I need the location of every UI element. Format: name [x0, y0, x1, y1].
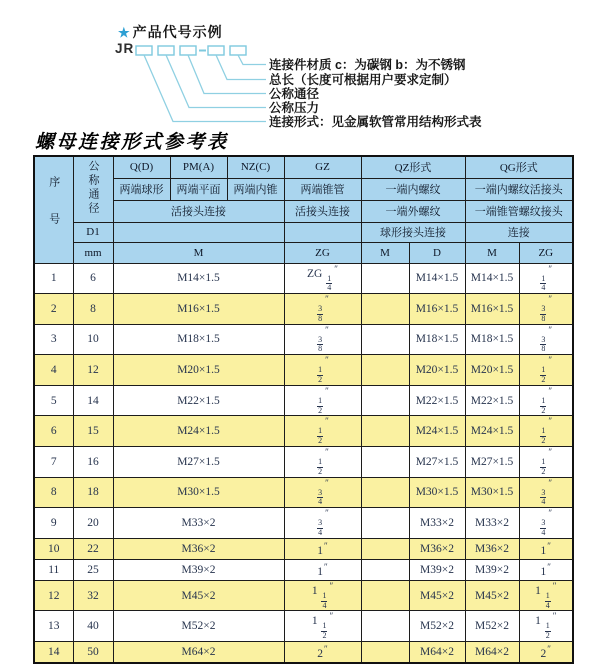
- inch-mark: ″: [552, 580, 557, 591]
- cell-qz-m: [361, 580, 409, 611]
- inch-mark: ″: [325, 447, 329, 458]
- cell-dn: 8: [73, 294, 113, 325]
- cell-qg-zg: 2″: [519, 642, 573, 663]
- cell-no: 14: [34, 642, 73, 663]
- cell-qz-m: [361, 642, 409, 663]
- d1-header: D1: [73, 222, 113, 242]
- inch-mark: ″: [548, 294, 553, 305]
- table-row: [34, 294, 573, 325]
- cell-no: 9: [34, 508, 73, 539]
- cell-qz-m: [361, 477, 409, 508]
- cell-qg-zg: [519, 385, 573, 416]
- inch-mark: ″: [325, 416, 329, 427]
- fraction-value: $\frac{3}{4}$: [318, 487, 323, 507]
- cell-no: 10: [34, 538, 73, 559]
- cell-qz-m: [361, 416, 409, 447]
- mm-header: mm: [73, 242, 113, 263]
- inch-mark: ″: [548, 263, 553, 274]
- cell-qz-d: M30×1.5: [409, 477, 465, 508]
- cell-dn: 25: [73, 559, 113, 580]
- table-row: [34, 447, 573, 478]
- cell-qg-m: M45×2: [465, 580, 519, 611]
- cell-qz-d: M27×1.5: [409, 447, 465, 478]
- inch-mark: ″: [329, 611, 334, 622]
- cell-gz: [284, 385, 361, 416]
- fraction-value: $\frac{3}{8}$: [541, 334, 546, 354]
- cell-no: 11: [34, 559, 73, 580]
- cell-qg-m: M52×2: [465, 611, 519, 642]
- col-header-dn: [73, 156, 113, 222]
- subheader-pm: 两端平面: [170, 178, 227, 200]
- cell-gz: [284, 355, 361, 386]
- cell-qz-d: M18×1.5: [409, 324, 465, 355]
- fraction-value: $\frac{1}{2}$: [541, 457, 546, 476]
- inch-mark: ″: [325, 477, 329, 488]
- cell-dn: 50: [73, 642, 113, 663]
- cell-m: M52×2: [113, 611, 284, 642]
- col-header-q: Q(D): [113, 156, 170, 178]
- code-label-material: 连接件材质 c：为碳钢 b：为不锈钢: [269, 58, 466, 72]
- table-row: [34, 477, 573, 508]
- cell-qg-zg: 1 $\frac{1}{2}$ ″: [519, 611, 573, 642]
- table-title: 螺母连接形式参考表: [35, 132, 229, 153]
- inch-mark: ″: [547, 643, 552, 654]
- cell-no: 5: [34, 385, 73, 416]
- code-label-dn: 公称通径: [269, 87, 320, 101]
- inch-mark: ″: [325, 355, 329, 366]
- cell-dn: 22: [73, 538, 113, 559]
- cell-qz-d: M64×2: [409, 642, 465, 663]
- table-row: [34, 385, 573, 416]
- inch-mark: ″: [548, 416, 553, 427]
- fraction-value: $\frac{3}{4}$: [541, 518, 546, 538]
- fraction-value: $\frac{1}{4}$: [541, 273, 546, 293]
- cell-dn: 12: [73, 355, 113, 386]
- cell-no: 4: [34, 355, 73, 386]
- qg-connection-header: 连接: [465, 222, 573, 242]
- header-blank-left: [113, 222, 284, 242]
- cell-qz-d: M52×2: [409, 611, 465, 642]
- fraction-value: $\frac{1}{4}$: [322, 590, 327, 610]
- cell-m: M30×1.5: [113, 477, 284, 508]
- cell-qz-m: [361, 263, 409, 294]
- cell-m: M33×2: [113, 508, 284, 539]
- fraction-value: $\frac{3}{8}$: [541, 304, 546, 323]
- col-header-pm: PM(A): [170, 156, 227, 178]
- cell-dn: 15: [73, 416, 113, 447]
- cell-gz: 2″: [284, 642, 361, 663]
- connector-line-material: [238, 55, 266, 65]
- cell-qg-m: M33×2: [465, 508, 519, 539]
- inch-mark: ″: [552, 611, 557, 622]
- cell-qg-m: M18×1.5: [465, 324, 519, 355]
- cell-qg-zg: [519, 294, 573, 325]
- cell-qz-d: M33×2: [409, 508, 465, 539]
- cell-qg-m: M30×1.5: [465, 477, 519, 508]
- cell-qz-d: M14×1.5: [409, 263, 465, 294]
- table-body: [34, 263, 573, 663]
- cell-qz-m: [361, 385, 409, 416]
- code-box-2: [158, 46, 174, 55]
- cell-m: M16×1.5: [113, 294, 284, 325]
- table-row: [34, 324, 573, 355]
- cell-qz-m: [361, 294, 409, 325]
- cell-qg-m: M36×2: [465, 538, 519, 559]
- fraction-value: $\frac{1}{2}$: [541, 395, 546, 415]
- cell-m: M18×1.5: [113, 324, 284, 355]
- col-header-qz: QZ形式: [361, 156, 465, 178]
- fraction-value: $\frac{1}{2}$: [545, 621, 550, 641]
- cell-dn: 18: [73, 477, 113, 508]
- connector-line-length: [216, 55, 266, 80]
- subheader-nz: 两端内锥: [227, 178, 284, 200]
- cell-m: M36×2: [113, 538, 284, 559]
- cell-qg-zg: 1″: [519, 538, 573, 559]
- cell-qz-d: M24×1.5: [409, 416, 465, 447]
- code-label-pn: 公称压力: [269, 101, 320, 115]
- fraction-value: $\frac{1}{4}$: [545, 590, 550, 610]
- fraction-value: $\frac{1}{2}$: [318, 426, 323, 446]
- gz-connection-header: 活接头连接: [284, 200, 361, 222]
- cell-gz: [284, 477, 361, 508]
- col-header-no-text: 序号: [47, 176, 60, 251]
- qg-subheader-2: 一端锥管螺纹接头: [465, 200, 573, 222]
- cell-qg-zg: [519, 447, 573, 478]
- star-icon: ★: [118, 25, 131, 40]
- cell-qg-m: M39×2: [465, 559, 519, 580]
- inch-mark: ″: [548, 447, 553, 458]
- cell-qg-zg: [519, 324, 573, 355]
- cell-gz: 1 $\frac{1}{2}$ ″: [284, 611, 361, 642]
- code-prefix: JR: [115, 41, 135, 56]
- cell-m: M39×2: [113, 559, 284, 580]
- diagram-heading-text: 产品代号示例: [132, 24, 223, 40]
- code-label-form: 连接形式：见金属软管常用结构形式表: [269, 115, 482, 129]
- cell-qg-m: M14×1.5: [465, 263, 519, 294]
- fraction-value: $\frac{1}{2}$: [318, 365, 323, 385]
- connector-line-pn: [166, 55, 266, 108]
- cell-no: 6: [34, 416, 73, 447]
- inch-mark: ″: [548, 355, 553, 366]
- cell-qz-d: M20×1.5: [409, 355, 465, 386]
- col-header-no: [34, 156, 73, 263]
- cell-qz-m: [361, 355, 409, 386]
- inch-mark: ″: [548, 477, 553, 488]
- cell-qz-d: M22×1.5: [409, 385, 465, 416]
- cell-dn: 10: [73, 324, 113, 355]
- col-header-qg: QG形式: [465, 156, 573, 178]
- cell-m: M64×2: [113, 642, 284, 663]
- cell-m: M22×1.5: [113, 385, 284, 416]
- m-unit-header: M: [113, 242, 284, 263]
- cell-gz: [284, 294, 361, 325]
- cell-qz-m: [361, 508, 409, 539]
- zg-unit-header: ZG: [284, 242, 361, 263]
- cell-no: 7: [34, 447, 73, 478]
- table-row: [34, 559, 573, 580]
- cell-gz: 1″: [284, 538, 361, 559]
- inch-mark: ″: [325, 508, 329, 519]
- qg-zg-unit-header: ZG: [519, 242, 573, 263]
- cell-dn: 6: [73, 263, 113, 294]
- table-row: [34, 642, 573, 663]
- subheader-qz: 一端内螺纹: [361, 178, 465, 200]
- cell-qg-m: M20×1.5: [465, 355, 519, 386]
- code-box-4: [208, 46, 224, 55]
- cell-qg-m: M24×1.5: [465, 416, 519, 447]
- qz-subheader-2: 一端外螺纹: [361, 200, 465, 222]
- table-row: [34, 580, 573, 611]
- cell-no: 2: [34, 294, 73, 325]
- cell-no: 1: [34, 263, 73, 294]
- col-header-nz: NZ(C): [227, 156, 284, 178]
- code-box-3: [180, 46, 196, 55]
- cell-qz-d: M16×1.5: [409, 294, 465, 325]
- cell-gz: [284, 416, 361, 447]
- fraction-value: $\frac{1}{2}$: [322, 621, 327, 641]
- cell-qg-m: M22×1.5: [465, 385, 519, 416]
- cell-qg-zg: 1 $\frac{1}{4}$ ″: [519, 580, 573, 611]
- cell-qz-d: M39×2: [409, 559, 465, 580]
- cell-qz-d: M45×2: [409, 580, 465, 611]
- cell-qg-m: M64×2: [465, 642, 519, 663]
- cell-gz: [284, 508, 361, 539]
- cell-dn: 40: [73, 611, 113, 642]
- inch-mark: ″: [324, 561, 328, 572]
- cell-gz: ZG $\frac{1}{4}$ ″: [284, 263, 361, 294]
- fraction-value: $\frac{3}{8}$: [318, 304, 323, 323]
- fraction-value: $\frac{1}{2}$: [541, 426, 546, 446]
- cell-qg-zg: [519, 477, 573, 508]
- cell-qg-m: M27×1.5: [465, 447, 519, 478]
- cell-m: M27×1.5: [113, 447, 284, 478]
- qg-m-unit-header: M: [465, 242, 519, 263]
- inch-mark: ″: [324, 540, 328, 551]
- qz-d-unit-header: D: [409, 242, 465, 263]
- code-box-5: [230, 46, 246, 55]
- qz-connection-header: 球形接头连接: [361, 222, 465, 242]
- cell-qg-m: M16×1.5: [465, 294, 519, 325]
- header-blank-gz: [284, 222, 361, 242]
- table-row: [34, 538, 573, 559]
- cell-no: 12: [34, 580, 73, 611]
- diagram-heading: [118, 22, 223, 42]
- fraction-value: $\frac{3}{8}$: [318, 334, 323, 354]
- inch-mark: ″: [547, 561, 552, 572]
- fraction-value: $\frac{1}{2}$: [318, 457, 323, 476]
- table-row: [34, 611, 573, 642]
- cell-qz-m: [361, 538, 409, 559]
- subheader-qg: 一端内螺纹活接头: [465, 178, 573, 200]
- cell-qg-zg: [519, 263, 573, 294]
- inch-mark: ″: [548, 385, 553, 396]
- col-header-gz: GZ: [284, 156, 361, 178]
- inch-mark: ″: [325, 294, 329, 305]
- inch-mark: ″: [329, 580, 334, 591]
- cell-gz: 1″: [284, 559, 361, 580]
- cell-qg-zg: 1″: [519, 559, 573, 580]
- cell-no: 8: [34, 477, 73, 508]
- code-label-length: 总长（长度可根据用户要求定制）: [269, 73, 457, 87]
- cell-qz-m: [361, 324, 409, 355]
- connector-line-dn: [188, 55, 266, 94]
- inch-mark: ″: [324, 643, 328, 654]
- cell-gz: 1 $\frac{1}{4}$ ″: [284, 580, 361, 611]
- qz-m-unit-header: M: [361, 242, 409, 263]
- inch-mark: ″: [334, 263, 338, 274]
- cell-dn: 20: [73, 508, 113, 539]
- cell-dn: 16: [73, 447, 113, 478]
- cell-qg-zg: [519, 416, 573, 447]
- inch-mark: ″: [325, 324, 329, 335]
- cell-dn: 32: [73, 580, 113, 611]
- table-row: [34, 508, 573, 539]
- cell-gz: [284, 447, 361, 478]
- cell-qz-m: [361, 447, 409, 478]
- cell-qz-m: [361, 611, 409, 642]
- table-row: [34, 263, 573, 294]
- cell-qg-zg: [519, 355, 573, 386]
- fraction-value: $\frac{1}{4}$: [327, 273, 332, 293]
- table-row: [34, 355, 573, 386]
- fraction-value: $\frac{1}{2}$: [541, 365, 546, 385]
- cell-m: M14×1.5: [113, 263, 284, 294]
- cell-m: M24×1.5: [113, 416, 284, 447]
- fraction-value: $\frac{1}{2}$: [318, 395, 323, 415]
- cell-qz-m: [361, 559, 409, 580]
- col-header-dn-text: 公称通径: [87, 159, 99, 216]
- union-connection-header: 活接头连接: [113, 200, 284, 222]
- inch-mark: ″: [547, 540, 552, 551]
- inch-mark: ″: [325, 385, 329, 396]
- cell-gz: [284, 324, 361, 355]
- inch-mark: ″: [548, 324, 553, 335]
- subheader-q: 两端球形: [113, 178, 170, 200]
- nut-connection-table: [33, 155, 574, 664]
- subheader-gz: 两端锥管: [284, 178, 361, 200]
- cell-m: M45×2: [113, 580, 284, 611]
- cell-m: M20×1.5: [113, 355, 284, 386]
- inch-mark: ″: [548, 508, 553, 519]
- table-row: [34, 416, 573, 447]
- fraction-value: $\frac{3}{4}$: [541, 487, 546, 507]
- cell-dn: 14: [73, 385, 113, 416]
- cell-qg-zg: [519, 508, 573, 539]
- cell-no: 13: [34, 611, 73, 642]
- fraction-value: $\frac{3}{4}$: [318, 518, 323, 538]
- cell-qz-d: M36×2: [409, 538, 465, 559]
- code-box-1: [136, 46, 152, 55]
- cell-no: 3: [34, 324, 73, 355]
